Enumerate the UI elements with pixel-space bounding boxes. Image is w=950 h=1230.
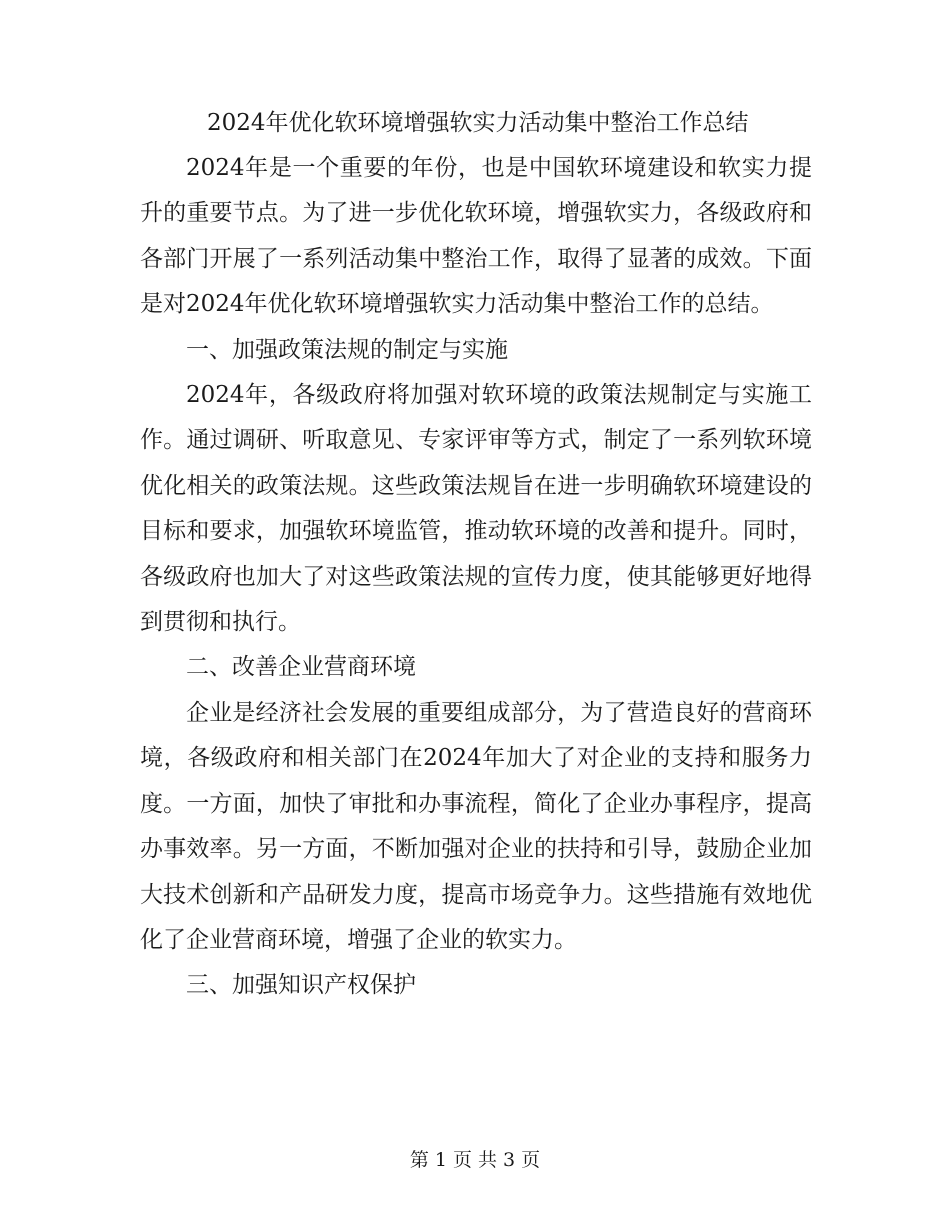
section-heading-1: 一、加强政策法规的制定与实施 — [186, 336, 508, 363]
paragraph-section-1: 2024年，各级政府将加强对软环境的政策法规制定与实施工作。通过调研、听取意见、专家评审等方式，制定了一系列软环境优化相关的政策法规。这些政策法规旨在进一步明确软环境建设的目标和要求，加强软环境监管，推动软环境的改善和提升。同时，各级政府也加大了对这些政策法规的宣传力度，使其能够更好地得到贯彻和执行。 — [140, 382, 812, 636]
section-heading-2: 二、改善企业营商环境 — [186, 654, 416, 681]
paragraph-section-2: 企业是经济社会发展的重要组成部分，为了营造良好的营商环境，各级政府和相关部门在2024年加大了对企业的支持和服务力度。一方面，加快了审批和办事流程，简化了企业办事程序，提高办事效率。另一方面，不断加强对企业的扶持和引导，鼓励企业加大技术创新和产品研发力度，提高市场竞争力。这些措施有效地优化了企业营商环境，增强了企业的软实力。 — [140, 699, 812, 953]
document-title: 2024年优化软环境增强软实力活动集中整治工作总结 — [207, 110, 749, 136]
document-body — [140, 146, 812, 1009]
paragraph-intro: 2024年是一个重要的年份，也是中国软环境建设和软实力提升的重要节点。为了进一步优化软环境，增强软实力，各级政府和各部门开展了一系列活动集中整治工作，取得了显著的成效。下面是对2024年优化软环境增强软实力活动集中整治工作的总结。 — [140, 155, 812, 318]
section-heading-3: 三、加强知识产权保护 — [186, 972, 416, 999]
page-number-footer: 第 1 页 共 3 页 — [409, 1149, 541, 1171]
